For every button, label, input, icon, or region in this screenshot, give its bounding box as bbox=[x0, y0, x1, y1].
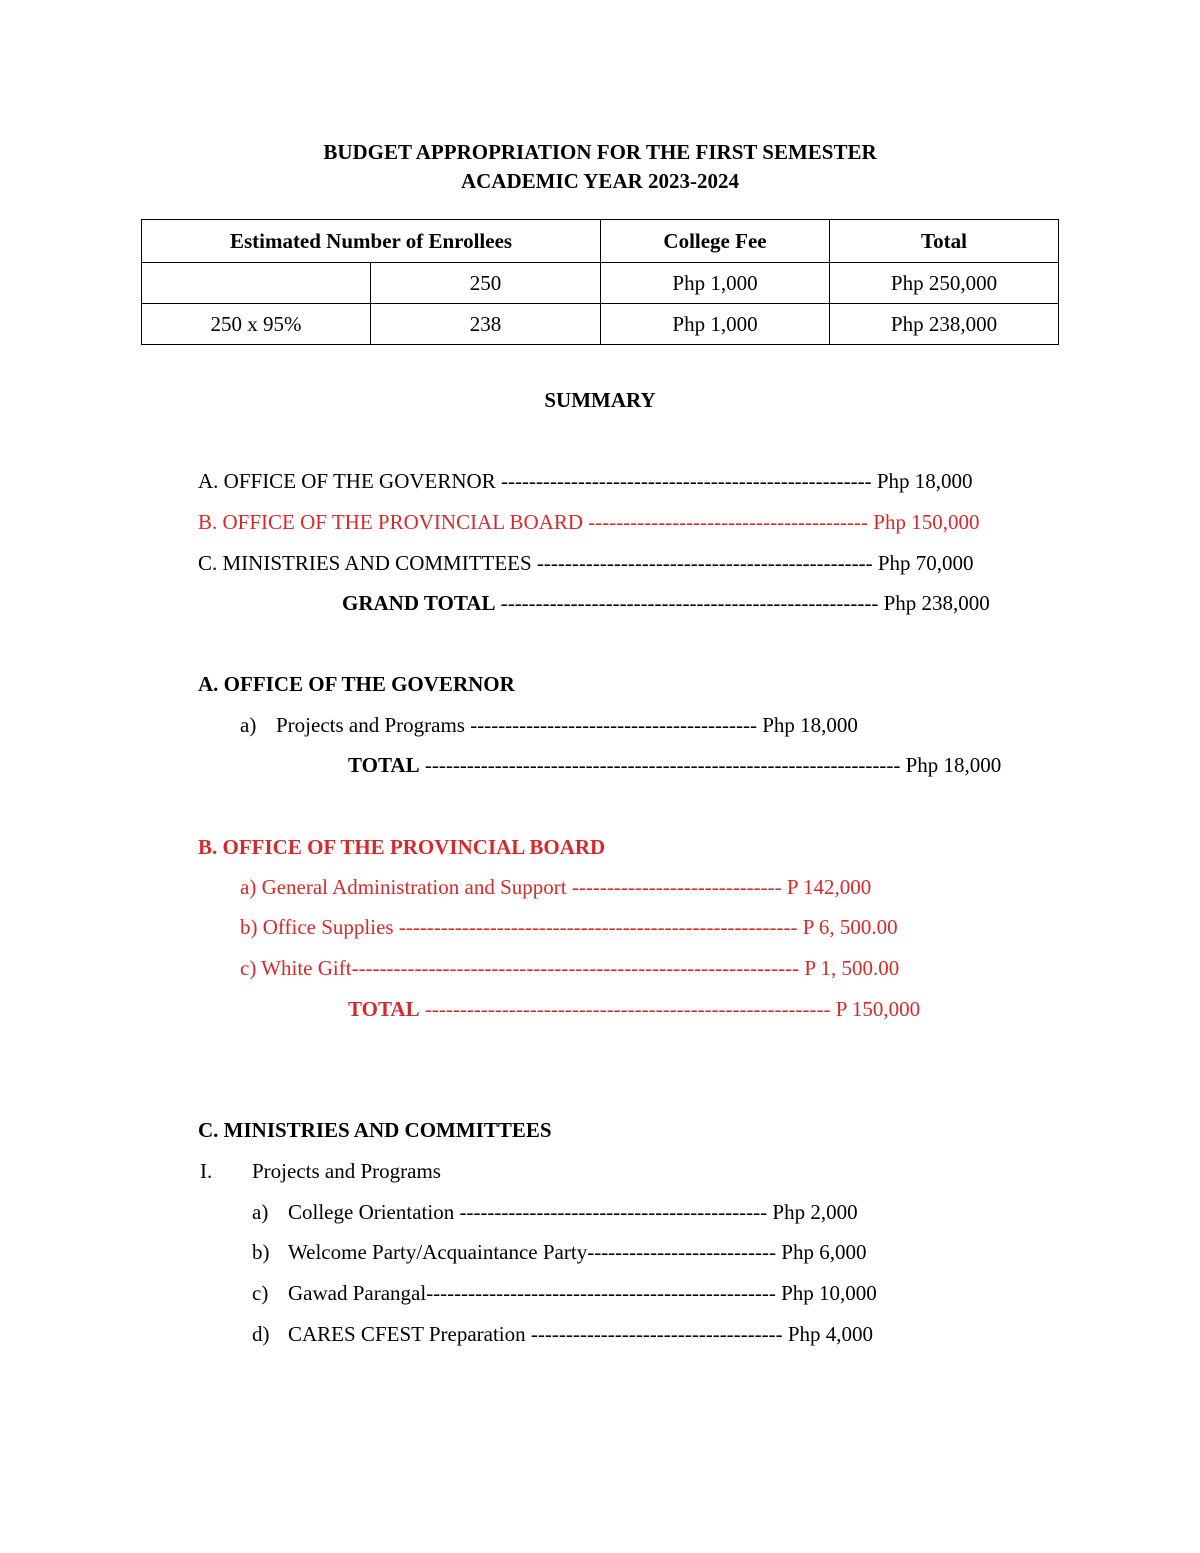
section-a-total-label: TOTAL bbox=[348, 753, 420, 777]
summary-grand-total bbox=[342, 589, 990, 617]
section-b-total bbox=[348, 995, 920, 1023]
section-c-item bbox=[252, 1198, 858, 1226]
table-cell: 238 bbox=[371, 304, 601, 345]
enrollees-table bbox=[141, 219, 1059, 345]
table-cell: Php 238,000 bbox=[830, 304, 1059, 345]
section-b-item: a) General Administration and Support ------------------------------ P 142,000 bbox=[240, 875, 872, 899]
list-item-text: CARES CFEST Preparation ------------------------------------ Php 4,000 bbox=[288, 1322, 874, 1346]
section-c-item bbox=[252, 1238, 866, 1266]
section-b-item: c) White Gift---------------------------------------------------------------- P 1, 500.00 bbox=[240, 956, 900, 980]
document-subtitle: ACADEMIC YEAR 2023-2024 bbox=[460, 169, 740, 193]
table-row bbox=[142, 304, 1059, 345]
section-a-heading: A. OFFICE OF THE GOVERNOR bbox=[198, 672, 515, 696]
header-estimated-enrollees: Estimated Number of Enrollees bbox=[142, 220, 601, 263]
section-c-subheading bbox=[200, 1157, 441, 1185]
section-b-item: b) Office Supplies --------------------------------------------------------- P 6, 500.00 bbox=[240, 915, 898, 939]
section-a-total-value: -------------------------------------------------------------------- Php 18,000 bbox=[419, 753, 1002, 777]
list-item-text: College Orientation -------------------------------------------- Php 2,000 bbox=[288, 1200, 858, 1224]
list-marker: c) bbox=[252, 1281, 269, 1305]
table-cell: Php 1,000 bbox=[601, 304, 830, 345]
table-header-row bbox=[142, 220, 1059, 263]
table-cell bbox=[142, 263, 371, 304]
section-c-heading: C. MINISTRIES AND COMMITTEES bbox=[198, 1118, 552, 1142]
section-b-heading: B. OFFICE OF THE PROVINCIAL BOARD bbox=[198, 835, 606, 859]
summary-line-ministries: C. MINISTRIES AND COMMITTEES ------------------------------------------------ Php 70,000 bbox=[198, 551, 974, 575]
section-b-total-label: TOTAL bbox=[348, 997, 420, 1021]
list-marker: b) bbox=[252, 1240, 270, 1264]
summary-line-governor: A. OFFICE OF THE GOVERNOR ----------------------------------------------------- Php 18,000 bbox=[198, 469, 973, 493]
table-cell: Php 1,000 bbox=[601, 263, 830, 304]
list-marker: a) bbox=[252, 1200, 269, 1224]
table-row bbox=[142, 263, 1059, 304]
table-cell: 250 x 95% bbox=[142, 304, 371, 345]
section-c-item bbox=[252, 1279, 877, 1307]
document-title: BUDGET APPROPRIATION FOR THE FIRST SEMESTER bbox=[323, 140, 877, 164]
summary-heading: SUMMARY bbox=[544, 388, 656, 412]
roman-marker: I. bbox=[200, 1159, 213, 1183]
section-c-item bbox=[252, 1320, 873, 1348]
list-item-text: Projects and Programs ----------------------------------------- Php 18,000 bbox=[276, 713, 858, 737]
summary-line-provincial-board: B. OFFICE OF THE PROVINCIAL BOARD ---------------------------------------- Php 150,000 bbox=[198, 510, 980, 534]
section-a-item bbox=[240, 711, 858, 739]
list-item-text: Welcome Party/Acquaintance Party--------------------------- Php 6,000 bbox=[288, 1240, 867, 1264]
subheading-text: Projects and Programs bbox=[252, 1159, 441, 1183]
table-cell: Php 250,000 bbox=[830, 263, 1059, 304]
grand-total-label: GRAND TOTAL bbox=[342, 591, 496, 615]
list-marker: d) bbox=[252, 1322, 270, 1346]
section-a-total bbox=[348, 751, 1001, 779]
header-college-fee: College Fee bbox=[601, 220, 830, 263]
list-marker: a) bbox=[240, 713, 257, 737]
header-total: Total bbox=[830, 220, 1059, 263]
grand-total-value: ------------------------------------------------------ Php 238,000 bbox=[495, 591, 990, 615]
table-cell: 250 bbox=[371, 263, 601, 304]
section-b-total-value: ---------------------------------------------------------- P 150,000 bbox=[419, 997, 921, 1021]
list-item-text: Gawad Parangal-------------------------------------------------- Php 10,000 bbox=[288, 1281, 877, 1305]
